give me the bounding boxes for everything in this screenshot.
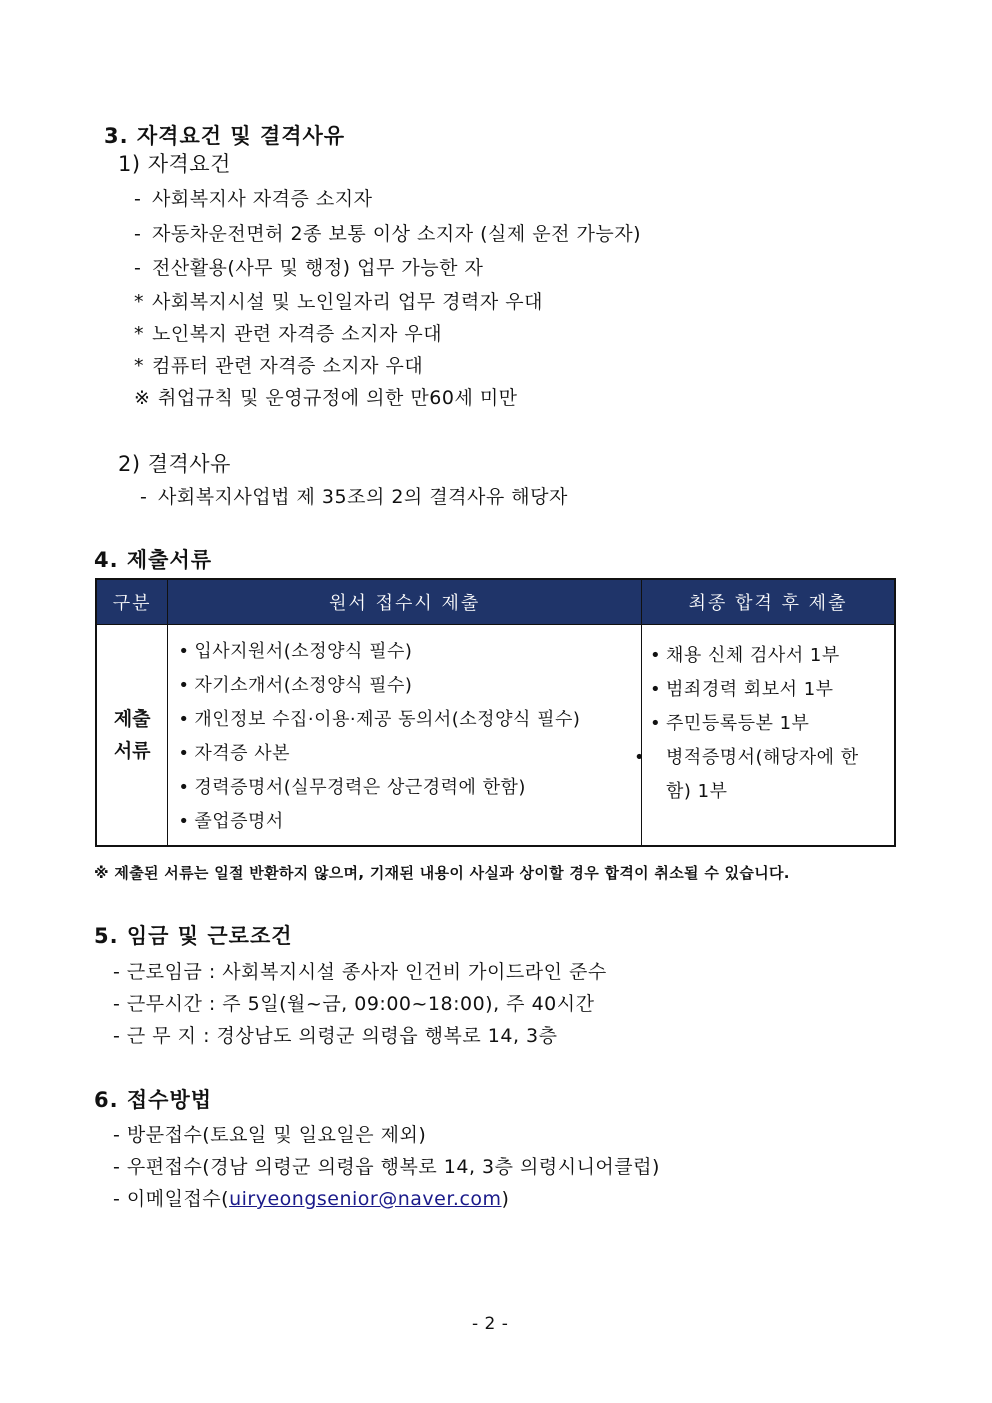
application-docs-cell xyxy=(168,625,642,847)
header-final: 최종 합격 후 제출 xyxy=(642,579,895,625)
preference-item: * 사회복지시설 및 노인일자리 업무 경력자 우대 xyxy=(134,291,543,313)
qualification-item: - 전산활용(사무 및 행정) 업무 가능한 자 xyxy=(134,257,484,279)
qualification-item: - 자동차운전면허 2종 보통 이상 소지자 (실제 운전 가능자) xyxy=(134,223,641,245)
preference-item: * 노인복지 관련 자격증 소지자 우대 xyxy=(134,323,443,345)
email-link[interactable]: uiryeongsenior@naver.com xyxy=(229,1188,502,1210)
list-item: • 졸업증명서 xyxy=(178,811,284,832)
subsection-qualifications-title: 1) 자격요건 xyxy=(118,152,231,176)
list-item: • 주민등록등본 1부 xyxy=(650,713,810,734)
qualification-item: - 사회복지사 자격증 소지자 xyxy=(134,188,373,210)
mail-application-item: - 우편접수(경남 의령군 의령읍 행복로 14, 3층 의령시니어클럽) xyxy=(113,1156,660,1178)
header-application: 원서 접수시 제출 xyxy=(168,579,642,625)
list-item: • 개인정보 수집·이용·제공 동의서(소정양식 필수) xyxy=(178,709,581,730)
list-item: • 범죄경력 회보서 1부 xyxy=(650,679,834,700)
wage-item: - 근로임금 : 사회복지시설 종사자 인건비 가이드라인 준수 xyxy=(113,961,607,983)
list-item: • 채용 신체 검사서 1부 xyxy=(650,645,840,666)
section-6-title: 6. 접수방법 xyxy=(94,1088,213,1112)
submission-note: ※ 제출된 서류는 일절 반환하지 않으며, 기재된 내용이 사실과 상이할 경우 합격이 취소될 수 있습니다. xyxy=(94,864,790,882)
location-item: - 근 무 지 : 경상남도 의령군 의령읍 행복로 14, 3층 xyxy=(113,1025,558,1047)
disqualification-item: - 사회복지사업법 제 35조의 2의 결격사유 해당자 xyxy=(140,486,568,508)
section-3-title: 3. 자격요건 및 결격사유 xyxy=(104,124,346,148)
list-item: • 경력증명서(실무경력은 상근경력에 한함) xyxy=(178,777,526,798)
list-item: • 자격증 사본 xyxy=(178,743,291,764)
list-item: • 병적증명서(해당자에 한함) 1부 xyxy=(634,747,859,802)
table-row xyxy=(96,625,895,847)
table-header-row xyxy=(96,579,895,625)
preference-item: * 컴퓨터 관련 자격증 소지자 우대 xyxy=(134,355,424,377)
page-number: - 2 - xyxy=(472,1314,509,1334)
section-4-title: 4. 제출서류 xyxy=(94,548,213,572)
documents-table xyxy=(95,578,896,847)
list-item: • 입사지원서(소정양식 필수) xyxy=(178,641,413,662)
age-limit-note: ※ 취업규칙 및 운영규정에 의한 만60세 미만 xyxy=(134,387,518,409)
header-category: 구분 xyxy=(96,579,168,625)
list-item: • 자기소개서(소정양식 필수) xyxy=(178,675,413,696)
section-5-title: 5. 임금 및 근로조건 xyxy=(94,924,293,948)
final-docs-cell xyxy=(634,625,895,847)
email-application-item: - 이메일접수(uiryeongsenior@naver.com) xyxy=(113,1188,510,1210)
visit-application-item: - 방문접수(토요일 및 일요일은 제외) xyxy=(113,1124,427,1146)
subsection-disqualification-title: 2) 결격사유 xyxy=(118,452,231,476)
hours-item: - 근무시간 : 주 5일(월~금, 09:00~18:00), 주 40시간 xyxy=(113,993,595,1015)
category-cell: 제출 서류 xyxy=(96,625,168,847)
